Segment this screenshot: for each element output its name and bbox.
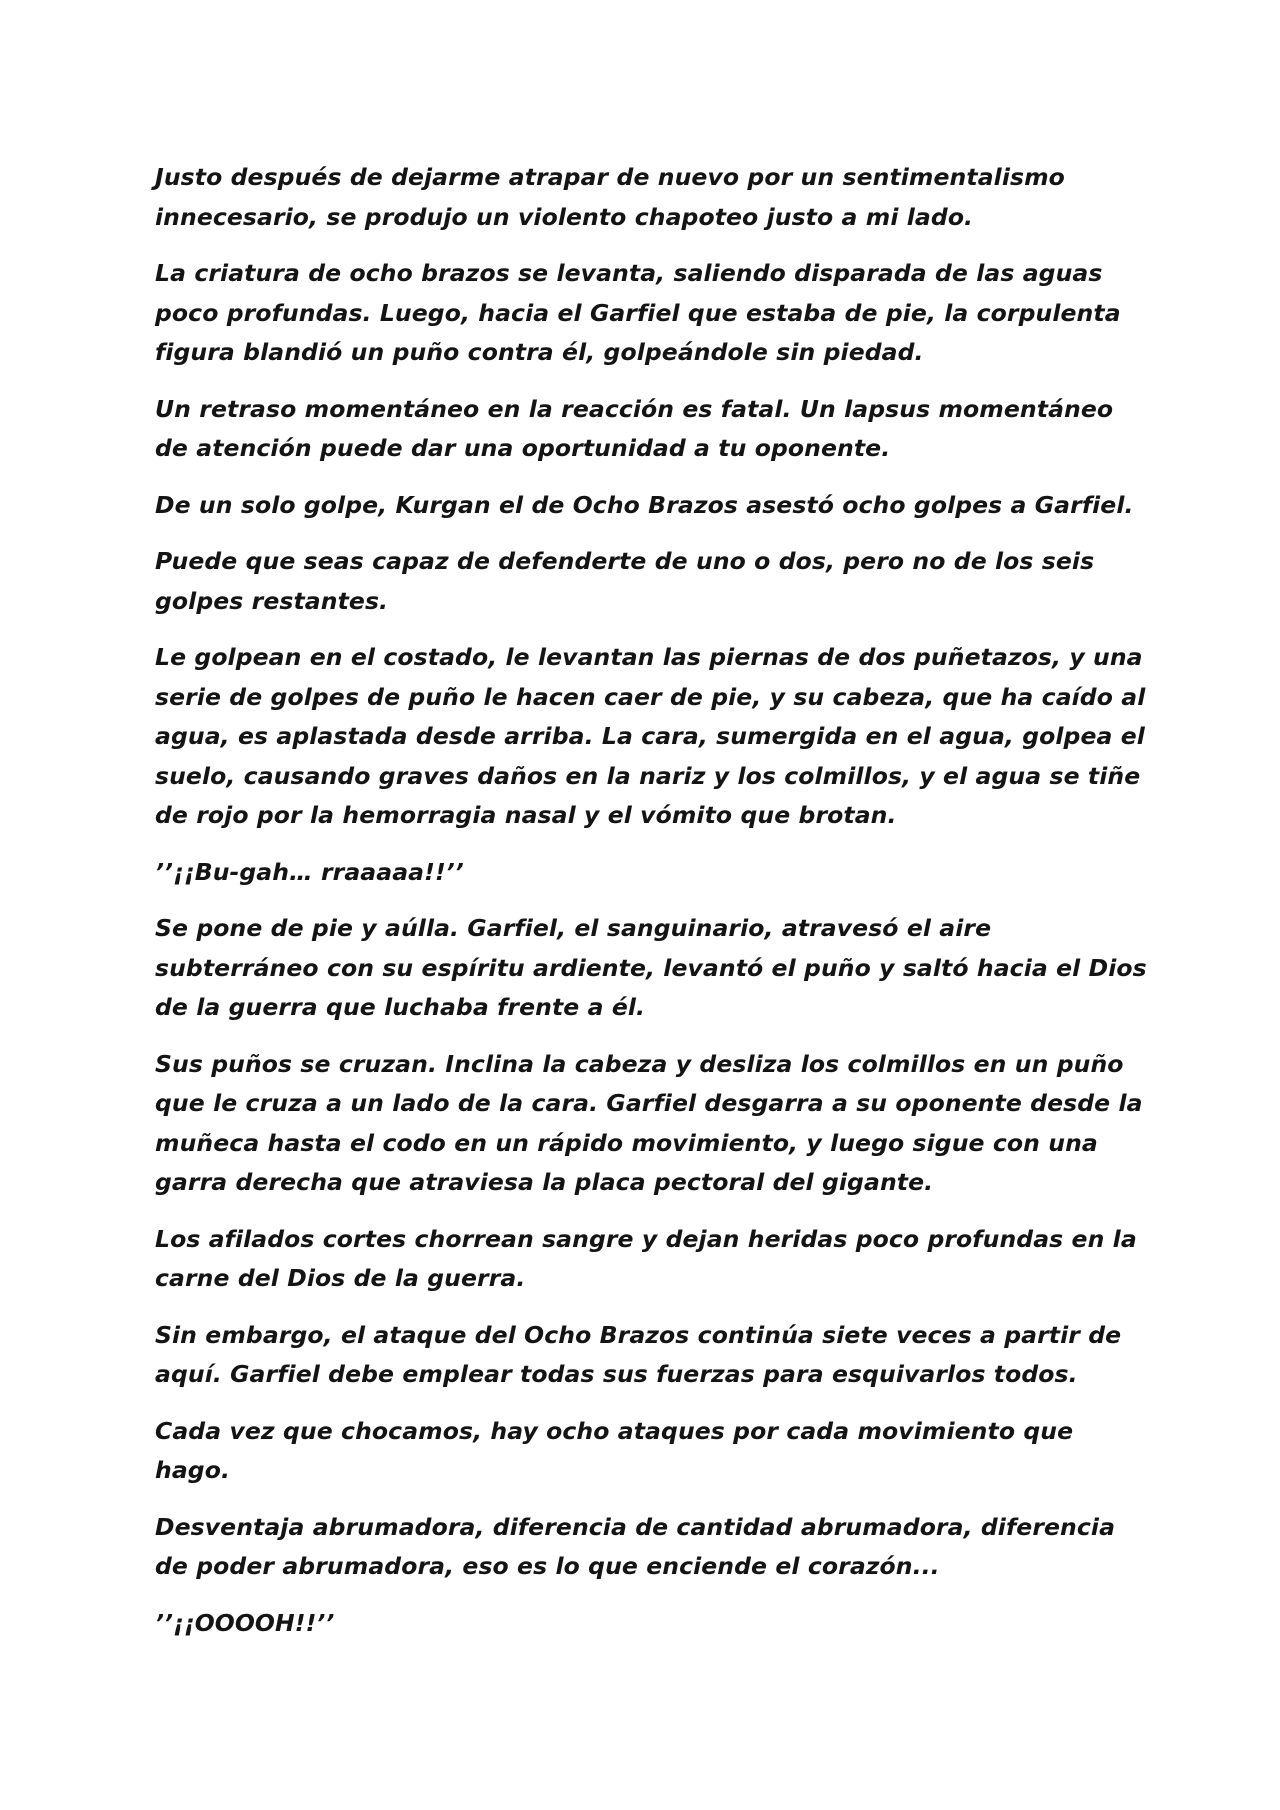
paragraph-10: Los afilados cortes chorrean sangre y dejan heridas poco profundas en la carne del Dios de la guerra. <box>155 1224 1137 1292</box>
paragraph-13: Desventaja abrumadora, diferencia de cantidad abrumadora, diferencia de poder abrumadora, eso es lo que enciende el corazón... <box>155 1512 1116 1580</box>
paragraph-6: Le golpean en el costado, le levantan las piernas de dos puñetazos, y una serie de golpes de puño le hacen caer de pie, y su cabeza, que ha caído al agua, es aplastada desde arriba. La cara, sumergida en el agua, golpea el suelo, causando graves daños en la nariz y los colmillos, y el agua se tiñe de rojo por la hemorragia nasal y el vómito que brotan. <box>155 643 1146 829</box>
paragraph-5: Puede que seas capaz de defenderte de uno o dos, pero no de los seis golpes restantes. <box>155 547 1095 615</box>
paragraph-12: Cada vez que chocamos, hay ocho ataques por cada movimiento que hago. <box>155 1416 1074 1484</box>
paragraph-9: Sus puños se cruzan. Inclina la cabeza y desliza los colmillos en un puño que le cruza a un lado de la cara. Garfiel desgarra a su oponente desde la muñeca hasta el codo en un rápido movimiento, y luego sigue con una garra derecha que atraviesa la placa pectoral del gigante. <box>155 1049 1143 1196</box>
paragraph-14: ’’¡¡OOOOH!!’’ <box>155 1608 335 1637</box>
paragraph-4: De un solo golpe, Kurgan el de Ocho Brazos asestó ocho golpes a Garfiel. <box>155 490 1134 519</box>
paragraph-1: Justo después de dejarme atrapar de nuevo por un sentimentalismo innecesario, se produjo un violento chapoteo justo a mi lado. <box>155 163 1065 231</box>
paragraph-8: Se pone de pie y aúlla. Garfiel, el sanguinario, atravesó el aire subterráneo con su espíritu ardiente, levantó el puño y saltó hacia el Dios de la guerra que luchaba frente a él. <box>155 914 1147 1021</box>
paragraph-11: Sin embargo, el ataque del Ocho Brazos continúa siete veces a partir de aquí. Garfiel debe emplear todas sus fuerzas para esquivarlos todos. <box>155 1320 1122 1388</box>
paragraph-3: Un retraso momentáneo en la reacción es fatal. Un lapsus momentáneo de atención puede dar una oportunidad a tu oponente. <box>155 394 1114 462</box>
paragraph-7: ’’¡¡Bu-gah… rraaaaa!!’’ <box>155 857 464 886</box>
paragraph-2: La criatura de ocho brazos se levanta, saliendo disparada de las aguas poco profundas. Luego, hacia el Garfiel que estaba de pie, la corpulenta figura blandió un puño contra él, golpeándole sin piedad. <box>155 259 1121 366</box>
